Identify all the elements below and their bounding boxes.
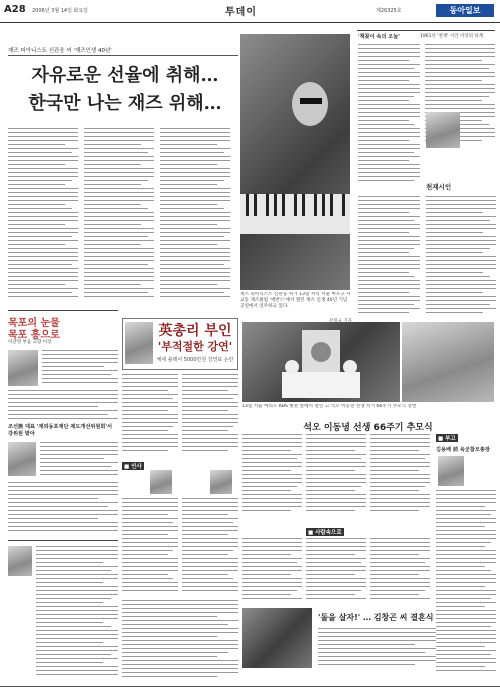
memorial-body-1 — [242, 434, 302, 514]
people-box-body-2 — [306, 538, 366, 602]
piano-keys-graphic — [240, 34, 350, 290]
people-box-body-1 — [242, 538, 302, 602]
column-body-right-lower — [426, 196, 496, 316]
top-story-headline-2: 한국만 나는 재즈 위해… — [28, 93, 222, 114]
top-story-kicker: 재즈 피아니스트 신관웅 씨 '재즈인생 40년' — [8, 48, 112, 54]
cherie-blair-photo — [125, 322, 153, 364]
obituary-name: 김용배 前 육군참모총장 — [436, 447, 490, 453]
mid-feature-body-1 — [122, 374, 178, 454]
memorial-body-3 — [370, 434, 430, 514]
column-subtitle: 1961년 '천재' 시인 이상의 타계 — [420, 34, 484, 39]
left-news-body-2 — [8, 482, 118, 534]
mid-feature-title-1: 英총리 부인 — [158, 323, 232, 339]
people-box-body-3 — [370, 538, 430, 602]
left-news-headline: 조선族 대표 '재외동포재단 제도개선위원회'서 강위원 맡아 — [8, 424, 112, 437]
people-box-label: ■ 사람속으로 — [308, 530, 342, 536]
jazz-photo-caption: 재즈 피아니스트 신관웅 씨가 13일 저녁 서울 마포구 서교동 재즈클럽 '에반스'에서 열린 재즈 인생 40년 기념 공연에서 연주하고 있다. — [240, 292, 351, 309]
column-title: '책꽂이 속의 오늘' — [358, 34, 400, 40]
left-bottom-rule — [8, 540, 118, 541]
mid-feature-title-2: '부적절한 강연' — [157, 340, 233, 353]
mid-feature-body-2 — [182, 374, 238, 454]
people-body-2 — [182, 498, 238, 594]
people-portrait-1 — [150, 470, 172, 494]
memorial-headline: 석오 이동녕 선생 66주기 추모식 — [303, 423, 433, 433]
top-story-headline-1: 자유로운 선율에 취해… — [31, 65, 219, 86]
memorial-altar-graphic — [242, 322, 400, 402]
newspaper-logo: 동아일보 — [436, 4, 494, 17]
promise-body-top — [42, 350, 118, 386]
top-story-body-col-1 — [8, 128, 78, 300]
issue-code: 제26325호 — [376, 8, 402, 14]
mid-feature-subtitle: 체세 블레어 5000만원 강연료 논란 — [156, 357, 234, 363]
column-body-left-lower — [358, 196, 420, 316]
promise-subtitle: 이난영 부음 고향 이장 — [8, 340, 52, 345]
poet-portrait — [426, 112, 460, 148]
bottom-headline: '돌을 살자!' … 김창곤 씨 결혼식 — [318, 613, 434, 622]
promise-title-1: 목포의 눈물 — [8, 318, 60, 329]
memorial-side-photo — [402, 322, 494, 402]
issue-date: 2006년 3월 14일 화요일 — [32, 8, 89, 14]
memorial-body-2 — [306, 434, 366, 514]
memorial-ceremony-photo — [242, 322, 400, 402]
page-bottom-rule — [0, 686, 500, 687]
wedding-photo — [242, 608, 312, 668]
left-section-rule — [8, 310, 118, 311]
page-number: A28 — [4, 4, 26, 15]
memorial-photo-caption: 13일 서울 여의도 KBS 별관 앞에서 열린 고 석오 이동녕 선생 서거 66주기 추모식 장면 — [242, 404, 417, 409]
people-appointments-list — [122, 600, 238, 680]
bottom-story-body — [318, 628, 436, 668]
obituary-portrait — [438, 456, 464, 486]
left-news-portrait — [8, 442, 36, 476]
people-section-label: ■ 인사 — [124, 464, 142, 470]
top-story-body-col-2 — [84, 128, 154, 300]
column-heading: 천재시인 — [426, 183, 452, 191]
section-title: 투데이 — [225, 7, 257, 18]
singer-portrait — [8, 350, 38, 386]
kicker-rule — [8, 55, 238, 56]
obituary-label: ■ 부고 — [438, 436, 456, 442]
jazz-pianist-photo — [240, 34, 350, 290]
people-portrait-2 — [210, 470, 232, 494]
top-story-body-col-3 — [160, 128, 230, 300]
promise-title-2: 목포 흥으로 — [8, 330, 60, 341]
column-body-left — [358, 44, 420, 184]
promise-body — [8, 390, 118, 422]
obituary-body — [436, 490, 496, 674]
bottom-left-portrait — [8, 546, 32, 576]
people-body-1 — [122, 498, 178, 594]
bottom-left-body — [36, 546, 118, 678]
left-news-body — [40, 442, 118, 478]
column-top-rule — [357, 30, 495, 31]
